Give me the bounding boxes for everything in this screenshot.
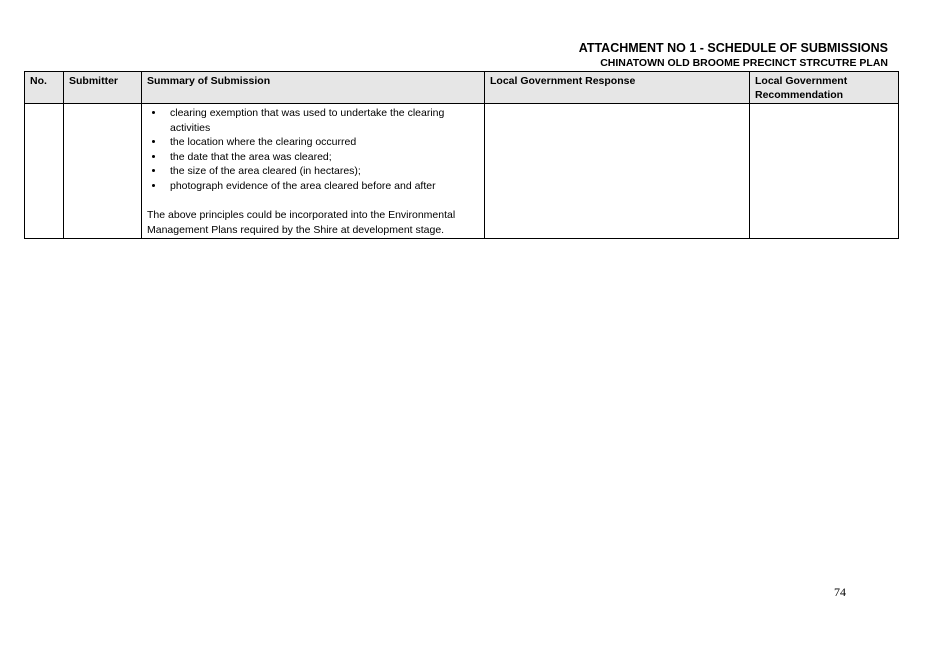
column-header-submitter: Submitter: [64, 72, 142, 104]
bullet-item: • photograph evidence of the area cleared before and after: [165, 179, 479, 194]
table-row: [25, 104, 899, 239]
column-header-recommendation: Local Government Recommendation: [750, 72, 899, 104]
cell-submitter: [64, 104, 142, 239]
bullet-item: • clearing exemption that was used to undertake the clearing activities: [165, 106, 479, 135]
column-header-summary: Summary of Submission: [142, 72, 485, 104]
cell-response: [485, 104, 750, 239]
bullet-item: • the location where the clearing occurred: [165, 135, 479, 150]
cell-summary: [142, 104, 485, 239]
page-subtitle: CHINATOWN OLD BROOME PRECINCT STRCUTRE PLAN: [600, 57, 888, 69]
bullet-item: • the size of the area cleared (in hectares);: [165, 164, 479, 179]
table-header-row: [25, 72, 899, 104]
page-title: ATTACHMENT NO 1 - SCHEDULE OF SUBMISSIONS: [578, 41, 888, 55]
cell-recommendation: [750, 104, 899, 239]
page-number: 74: [834, 585, 846, 599]
summary-closing-paragraph: The above principles could be incorporated into the Environmental Management Plans required by the Shire at development stage.: [147, 209, 456, 236]
cell-no: [25, 104, 64, 239]
summary-bullet-list: [147, 106, 479, 194]
bullet-item: • the date that the area was cleared;: [165, 150, 479, 165]
submissions-table: [24, 71, 899, 239]
column-header-response: Local Government Response: [485, 72, 750, 104]
column-header-no: No.: [25, 72, 64, 104]
